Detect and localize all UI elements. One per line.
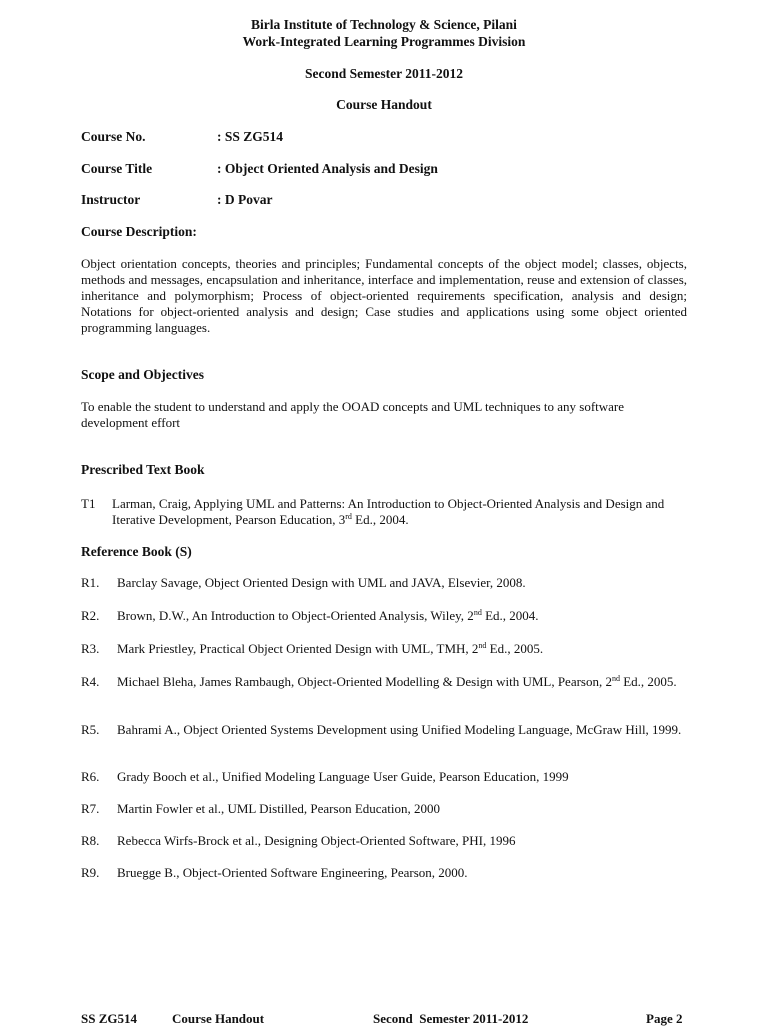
reference-text: Michael Bleha, James Rambaugh, Object-Oriented Modelling & Design with UML, Pearson, 2nd Ed., 2005. bbox=[117, 674, 677, 689]
footer-semester: Second Semester 2011-2012 bbox=[373, 1011, 529, 1026]
course-title-label: Course Title bbox=[81, 161, 153, 176]
reference-item bbox=[81, 641, 687, 657]
division-name: Work-Integrated Learning Programmes Division bbox=[242, 34, 526, 49]
reference-item bbox=[81, 865, 687, 881]
course-description-heading: Course Description: bbox=[81, 224, 197, 239]
semester-title: Second Semester 2011-2012 bbox=[305, 66, 463, 81]
scope-heading: Scope and Objectives bbox=[81, 367, 204, 382]
reference-label: R9. bbox=[81, 865, 100, 880]
reference-label: R2. bbox=[81, 608, 100, 623]
reference-item bbox=[81, 769, 687, 785]
document-title: Course Handout bbox=[336, 97, 432, 112]
scope-text: To enable the student to understand and apply the OOAD concepts and UML techniques to any software development effort bbox=[81, 399, 625, 430]
institute-name: Birla Institute of Technology & Science, Pilani bbox=[251, 17, 517, 32]
textbook-text: Larman, Craig, Applying UML and Patterns: An Introduction to Object-Oriented Analysis and Design and Iterative Development, Pearson Education, 3rd Ed., 2004. bbox=[112, 496, 665, 527]
reference-label: R3. bbox=[81, 641, 100, 656]
reference-text: Rebecca Wirfs-Brock et al., Designing Object-Oriented Software, PHI, 1996 bbox=[117, 833, 516, 848]
reference-label: R8. bbox=[81, 833, 100, 848]
reference-text: Bahrami A., Object Oriented Systems Development using Unified Modeling Language, McGraw Hill, 1999. bbox=[117, 722, 682, 737]
course-description-text: Object orientation concepts, theories and principles; Fundamental concepts of the object model; classes, objects, methods and messages, encapsulation and inheritance, interface and implementation, reuse and extension of classes, inheritance and polymorphism; Process of object-oriented requirements specification, analysis and design; Notations for object-oriented analysis and design; Case studies and applications using some object oriented programming languages. bbox=[81, 256, 687, 335]
footer-page-number: Page 2 bbox=[646, 1011, 683, 1026]
reference-item bbox=[81, 801, 687, 817]
reference-label: R6. bbox=[81, 769, 100, 784]
textbook-entry bbox=[81, 496, 687, 528]
course-no-value: : SS ZG514 bbox=[217, 129, 284, 144]
reference-label: R1. bbox=[81, 575, 100, 590]
reference-text: Brown, D.W., An Introduction to Object-Oriented Analysis, Wiley, 2nd Ed., 2004. bbox=[117, 608, 539, 623]
reference-item bbox=[81, 833, 687, 849]
reference-text: Martin Fowler et al., UML Distilled, Pearson Education, 2000 bbox=[117, 801, 441, 816]
reference-text: Barclay Savage, Object Oriented Design with UML and JAVA, Elsevier, 2008. bbox=[117, 575, 526, 590]
reference-item bbox=[81, 674, 687, 690]
textbook-label: T1 bbox=[81, 496, 96, 511]
reference-heading: Reference Book (S) bbox=[81, 544, 192, 559]
course-no-label: Course No. bbox=[81, 129, 146, 144]
reference-label: R7. bbox=[81, 801, 100, 816]
reference-item bbox=[81, 575, 687, 591]
reference-text: Grady Booch et al., Unified Modeling Language User Guide, Pearson Education, 1999 bbox=[117, 769, 569, 784]
instructor-label: Instructor bbox=[81, 192, 141, 207]
reference-item bbox=[81, 608, 687, 624]
textbook-heading: Prescribed Text Book bbox=[81, 462, 205, 477]
reference-item bbox=[81, 722, 687, 738]
course-title-value: : Object Oriented Analysis and Design bbox=[217, 161, 438, 176]
instructor-value: : D Povar bbox=[217, 192, 273, 207]
footer-course-code: SS ZG514 bbox=[81, 1011, 137, 1026]
reference-label: R4. bbox=[81, 674, 100, 689]
reference-label: R5. bbox=[81, 722, 100, 737]
reference-text: Mark Priestley, Practical Object Oriented Design with UML, TMH, 2nd Ed., 2005. bbox=[117, 641, 544, 656]
footer-doc-name: Course Handout bbox=[172, 1011, 265, 1026]
reference-text: Bruegge B., Object-Oriented Software Engineering, Pearson, 2000. bbox=[117, 865, 468, 880]
